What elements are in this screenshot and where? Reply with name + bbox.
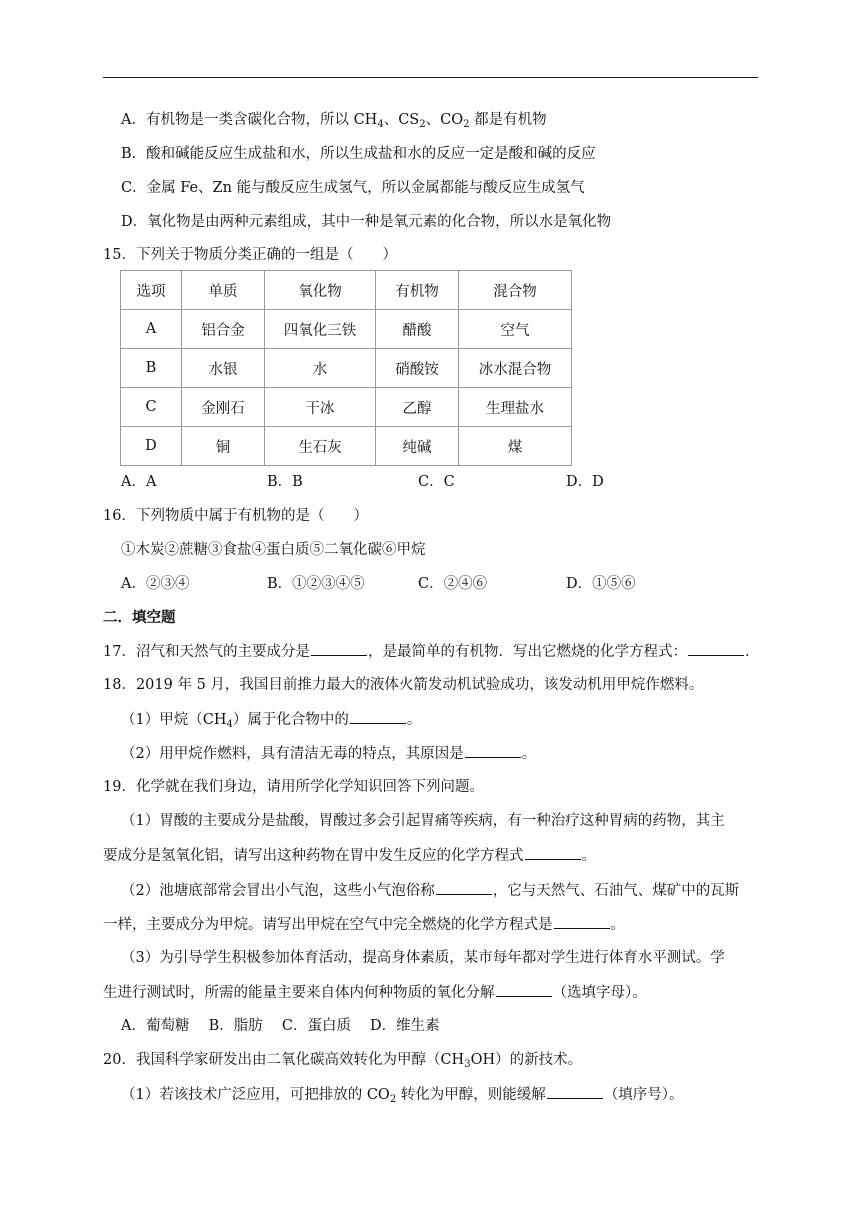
q19-stem: 19．化学就在我们身边，请用所学化学知识回答下列问题。 [103, 779, 484, 795]
q15-option-d[interactable]: D．D [566, 474, 604, 490]
q16-option-d[interactable]: D．①⑤⑥ [566, 576, 636, 592]
header-rule [103, 77, 758, 78]
answer-blank[interactable] [688, 641, 744, 656]
table-cell: D [121, 427, 182, 466]
answer-blank[interactable] [525, 845, 581, 860]
q16-option-c[interactable]: C．②④⑥ [418, 576, 488, 592]
table-header-cell: 单质 [182, 271, 265, 310]
table-row [121, 349, 572, 388]
table-cell: 干冰 [265, 388, 376, 427]
table-cell: 冰水混合物 [459, 349, 572, 388]
table-header-cell: 氧化物 [265, 271, 376, 310]
table-cell: 金刚石 [182, 388, 265, 427]
q19-sub3-options[interactable]: A．葡萄糖 B．脂肪 C．蛋白质 D．维生素 [121, 1018, 440, 1034]
table-header-cell: 混合物 [459, 271, 572, 310]
q18-stem: 18．2019 年 5 月，我国目前推力最大的液体火箭发动机试验成功，该发动机用甲烷作燃料。 [103, 677, 704, 693]
q14-option-a[interactable]: A．有机物是一类含碳化合物，所以 $CH_4$、$CS_2$、$CO_2$ 都是有机物 [121, 112, 547, 130]
q19-sub1-line2: 要成分是氢氧化铝，请写出这种药物在胃中发生反应的化学方程式 。 [103, 845, 596, 866]
q16-option-b[interactable]: B．①②③④⑤ [267, 576, 365, 592]
q14-option-d[interactable]: D．氧化物是由两种元素组成，其中一种是氧元素的化合物，所以水是氧化物 [121, 214, 612, 230]
q19-sub1-line1: （1）胃酸的主要成分是盐酸，胃酸过多会引起胃痛等疾病，有一种治疗这种胃病的药物，其主 [121, 813, 725, 829]
q17: 17．沼气和天然气的主要成分是 ，是最简单的有机物．写出它燃烧的化学方程式： ． [103, 641, 759, 662]
table-cell: 铜 [182, 427, 265, 466]
q19-sub3-line2: 生进行测试时，所需的能量主要来自体内何种物质的氧化分解 （选填字母）。 [103, 982, 647, 1003]
table-header-cell: 选项 [121, 271, 182, 310]
table-header-row [121, 271, 572, 310]
table-header-cell: 有机物 [376, 271, 459, 310]
q14-option-c[interactable]: C．金属 Fe、Zn 能与酸反应生成氢气，所以金属都能与酸反应生成氢气 [121, 180, 585, 196]
table-cell: 醋酸 [376, 310, 459, 349]
answer-blank[interactable] [311, 641, 367, 656]
table-row [121, 310, 572, 349]
table-cell: 空气 [459, 310, 572, 349]
q20-stem: 20．我国科学家研发出由二氧化碳高效转化为甲醇$(CH_3OH)$的新技术。 [103, 1052, 583, 1070]
table-cell: C [121, 388, 182, 427]
table-cell: 四氧化三铁 [265, 310, 376, 349]
table-cell: B [121, 349, 182, 388]
answer-blank[interactable] [496, 982, 552, 997]
table-cell: 铝合金 [182, 310, 265, 349]
q15-option-c[interactable]: C．C [418, 474, 455, 490]
answer-blank[interactable] [554, 914, 610, 929]
table-row [121, 388, 572, 427]
table-row [121, 427, 572, 466]
table-cell: 乙醇 [376, 388, 459, 427]
answer-blank[interactable] [547, 1084, 603, 1099]
q16-option-a[interactable]: A．②③④ [121, 576, 190, 592]
q18-sub2: （2）用甲烷作燃料，具有清洁无毒的特点，其原因是 。 [121, 743, 536, 764]
table-cell: 纯碱 [376, 427, 459, 466]
q16-stem: 16．下列物质中属于有机物的是（ ） [103, 508, 368, 524]
q14-option-b[interactable]: B．酸和碱能反应生成盐和水，所以生成盐和水的反应一定是酸和碱的反应 [121, 146, 596, 162]
q15-option-b[interactable]: B．B [267, 474, 303, 490]
table-cell: 生理盐水 [459, 388, 572, 427]
table-cell: 煤 [459, 427, 572, 466]
table-cell: 水银 [182, 349, 265, 388]
answer-blank[interactable] [436, 880, 492, 895]
table-cell: A [121, 310, 182, 349]
q19-sub2-line2: 一样，主要成分为甲烷。请写出甲烷在空气中完全燃烧的化学方程式是 。 [103, 914, 625, 935]
q16-items: ①木炭②蔗糖③食盐④蛋白质⑤二氧化碳⑥甲烷 [121, 542, 426, 558]
answer-blank[interactable] [465, 743, 521, 758]
table-cell: 水 [265, 349, 376, 388]
answer-blank[interactable] [350, 709, 406, 724]
table-cell: 硝酸铵 [376, 349, 459, 388]
classification-table [120, 270, 572, 466]
q20-sub1: （1）若该技术广泛应用，可把排放的 $CO_2$ 转化为甲醇，则能缓解 （填序号）。 [121, 1084, 684, 1105]
q15-stem: 15．下列关于物质分类正确的一组是（ ） [103, 247, 397, 263]
section-title: 二．填空题 [103, 609, 176, 626]
q19-sub3-line1: （3）为引导学生积极参加体育活动，提高身体素质，某市每年都对学生进行体育水平测试。学 [121, 950, 725, 966]
table-cell: 生石灰 [265, 427, 376, 466]
q15-option-a[interactable]: A．A [121, 474, 157, 490]
q19-sub2-line1: （2）池塘底部常会冒出小气泡，这些小气泡俗称 ，它与天然气、石油气、煤矿中的瓦斯 [121, 880, 739, 901]
q18-sub1: （1）甲烷$(CH_4)$属于化合物中的 。 [121, 709, 421, 730]
